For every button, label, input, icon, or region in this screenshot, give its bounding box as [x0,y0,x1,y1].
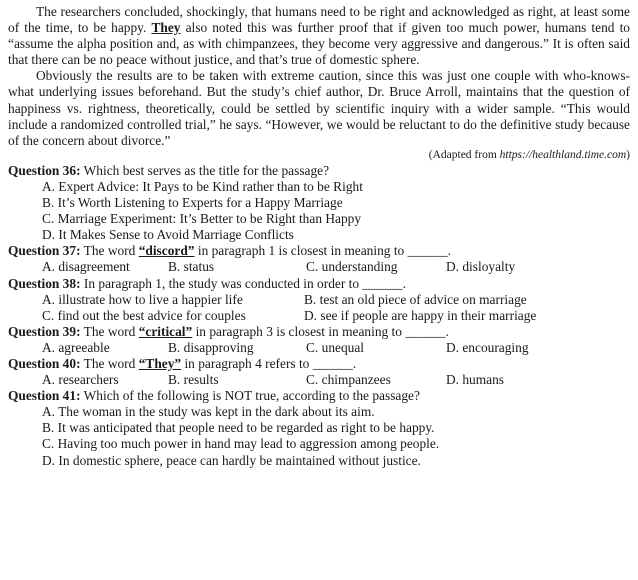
question-40 [8,356,630,388]
question-38 [8,276,630,324]
option-b[interactable]: B. status [168,259,215,275]
option-c[interactable]: C. chimpanzees [306,372,391,388]
question-number: Question 41: [8,388,81,404]
question-text: In paragraph 1, the study was conducted in order to ______. [80,275,406,291]
question-text: Which of the following is NOT true, according to the passage? [80,388,420,404]
option-c[interactable]: C. understanding [306,259,398,275]
question-number: Question 38: [8,275,81,291]
option-b[interactable]: B. It’s Worth Listening to Experts for a Happy Marriage [42,195,343,211]
option-c[interactable]: C. Having too much power in hand may lead to aggression among people. [42,436,440,452]
highlighted-word-they: They [151,20,181,36]
question-36 [8,163,630,243]
keyword: “critical” [138,323,193,339]
option-d[interactable]: D. In domestic sphere, peace can hardly be maintained without justice. [42,452,421,468]
question-text: The word [80,243,139,259]
keyword: “discord” [138,243,195,259]
passage-text: also noted this was further proof that if given too much power, humans tend to “assume the alpha position and, as with chimpanzees, they become very aggressive and dangerous.” It is often said that there can be no peace without justice, and that’s true of domestic sphere. [8,20,630,68]
question-37 [8,243,630,275]
source-citation [8,148,630,163]
source-prefix: (Adapted from [428,148,500,161]
passage-paragraph-2: Obviously the results are to be taken with extreme caution, since this was just one couple with who-knows-what underlying issues beforehand. But the study’s chief author, Dr. Bruce Arroll, maintains that the question of happiness vs. rightness, theoretically, could be settled by scientific inquiry with a wider sample. “This would include a randomized controlled trial,” he says. “However, we would be reluctant to do the definitive study because of the concern about divorce.” [8,68,630,148]
option-b[interactable]: B. results [168,372,219,388]
option-b[interactable]: B. test an old piece of advice on marriage [304,291,527,307]
question-39 [8,324,630,356]
question-text: in paragraph 3 is closest in meaning to ______. [192,323,449,339]
question-number: Question 36: [8,162,81,178]
question-41 [8,388,630,468]
option-d[interactable]: D. see if people are happy in their marriage [304,307,537,323]
option-d[interactable]: D. It Makes Sense to Avoid Marriage Conflicts [42,227,294,243]
option-a[interactable]: A. The woman in the study was kept in the dark about its aim. [42,404,375,420]
option-c[interactable]: C. unequal [306,339,365,355]
passage-text: The researchers concluded, shockingly, that humans need to be right and acknowledged as right, at least some of the time, to be happy. [8,4,630,36]
option-b[interactable]: B. disapproving [168,339,254,355]
question-text: in paragraph 1 is closest in meaning to ______. [194,243,452,259]
option-d[interactable]: D. disloyalty [446,259,516,275]
question-text: The word [80,355,139,371]
option-a[interactable]: A. Expert Advice: It Pays to be Kind rather than to be Right [42,178,363,194]
option-b[interactable]: B. It was anticipated that people need to be regarded as right to be happy. [42,420,435,436]
passage-paragraph-1 [8,4,630,68]
question-number: Question 37: [8,243,81,259]
question-number: Question 40: [8,355,81,371]
source-url: https://healthland.time.com [499,148,627,161]
question-text: The word [80,323,139,339]
option-a[interactable]: A. disagreement [42,259,130,275]
keyword: “They” [138,355,182,371]
option-a[interactable]: A. agreeable [42,339,110,355]
option-d[interactable]: D. encouraging [446,339,529,355]
option-a[interactable]: A. illustrate how to live a happier life [42,291,243,307]
question-number: Question 39: [8,323,81,339]
option-c[interactable]: C. find out the best advice for couples [42,307,246,323]
option-a[interactable]: A. researchers [42,372,119,388]
source-suffix: ) [626,148,630,161]
question-text: in paragraph 4 refers to ______. [181,355,357,371]
option-d[interactable]: D. humans [446,372,505,388]
question-text: Which best serves as the title for the passage? [80,162,330,178]
option-c[interactable]: C. Marriage Experiment: It’s Better to be Right than Happy [42,211,362,227]
